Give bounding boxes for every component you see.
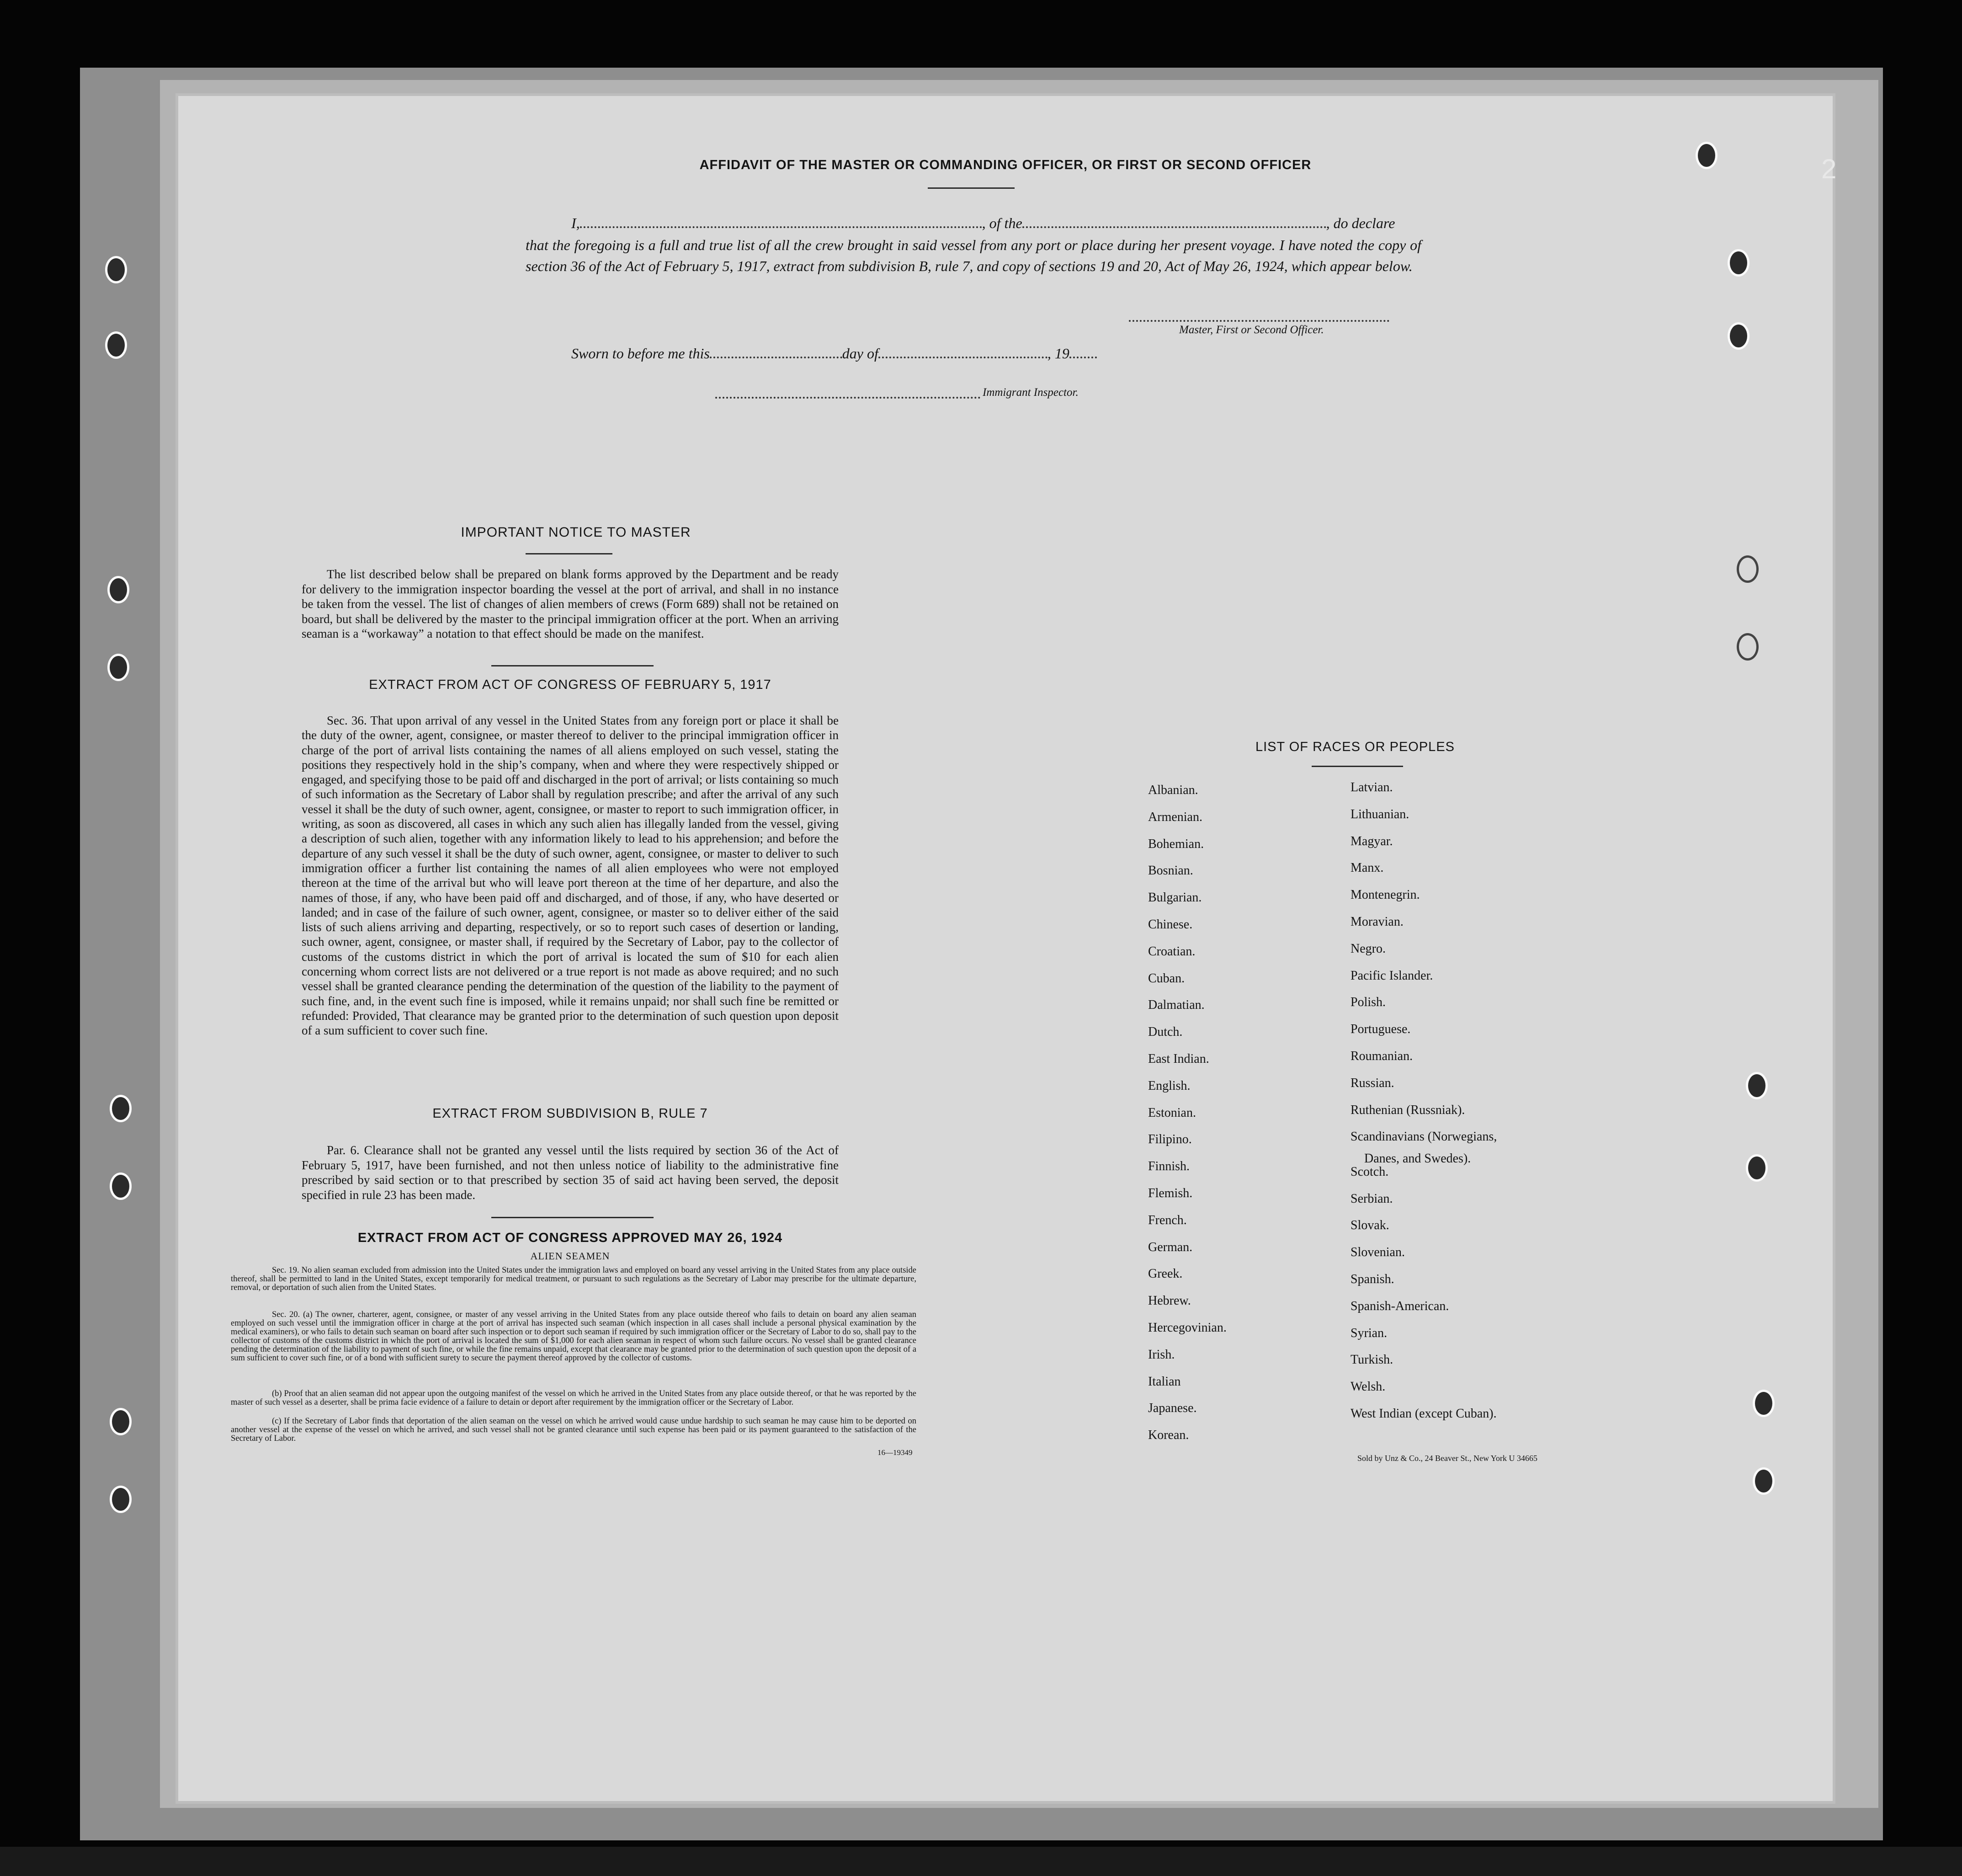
race-item: Polish. [1351,995,1386,1010]
extract-1924-title: EXTRACT FROM ACT OF CONGRESS APPROVED MAY 26, 1924 [357,1231,783,1245]
race-item: West Indian (except Cuban). [1351,1407,1497,1421]
race-item: Filipino. [1148,1132,1192,1147]
sworn-label: Sworn to before me this [571,345,710,362]
punch-hole [1737,555,1759,583]
affidavit-of-the-label: , of the [982,215,1022,231]
sworn-month-blank[interactable] [878,357,1047,358]
punch-hole [105,331,127,359]
affidavit-declaration-line [526,213,1421,234]
inspector-caption: Immigrant Inspector. [983,386,1079,399]
race-item: Roumanian. [1351,1049,1413,1063]
inspector-signature-line[interactable] [715,397,980,399]
race-item: Russian. [1351,1076,1394,1090]
race-item: Turkish. [1351,1353,1393,1367]
race-item: Dalmatian. [1148,998,1205,1013]
punch-hole [107,576,129,603]
punch-hole [110,1486,132,1513]
race-item: Negro. [1351,941,1386,956]
extract-1924-sec20a: Sec. 20. (a) The owner, charterer, agent, consignee, or master of any vessel arriving in the United States from any place outside thereof who fails to detain on board any alien seaman employed on such vessel until the immigration officer in charge at the port of arrival has inspected such seaman (which inspection in all cases shall include a personal physical examination by the medical examiners), or who fails to detain such seaman on board after such inspection or to deport such seaman if required by such immigration officer or the Secretary of Labor to do so, shall pay to the collector of customs of the customs district in which the port of arrival is located the sum of $1,000 for each alien seaman in respect of whom such failure occurs. No vessel shall be granted clearance pending the determination of the liability to payment of such fine, or while the fine remains unpaid, except that clearance may be granted prior to the determination of such question upon the deposit of a sum sufficient to cover such fine, or of a bond with sufficient surety to secure the payment thereof approved by the collector of customs. [231,1310,916,1363]
race-item: Armenian. [1148,810,1202,824]
race-item: Finnish. [1148,1159,1190,1174]
extract-1917-body: Sec. 36. That upon arrival of any vessel in the United States from any foreign port or place it shall be the duty of the owner, agent, consignee, or master thereof to deliver to the principal immigration officer in charge of the port of arrival lists containing the names of all aliens employed on such vessel, stating the positions they respectively hold in the ship’s company, when and where they were respectively shipped or engaged, and specifying those to be paid off and discharged in the port of arrival; or lists containing so much of such information as the Secretary of Labor shall by regulation prescribe; and after the arrival of any such vessel it shall be the duty of such owner, agent, consignee, or master to report to such immigration officer, in writing, as soon as discovered, all cases in which any such alien has illegally landed from the vessel, giving a description of such alien, together with any information likely to lead to his apprehension; and before the departure of any such vessel it shall be the duty of such owner, agent, consignee, or master to deliver to such immigration officer a further list containing the names of all alien employees who were not employed thereon at the time of the arrival but who will leave port thereon at the time of her departure, and also the names of those, if any, who have been paid off and discharged, and of those, if any, who have deserted or landed; and in case of the failure of such owner, agent, consignee, or master so to deliver either of the said lists of such aliens arriving and departing, respectively, or so to report such cases of desertion or landing, such owner, agent, consignee, or master shall, if required by the Secretary of Labor, pay to the collector of customs of the customs district in which the port of arrival is located the sum of $10 for each alien concerning whom correct lists are not delivered or a true report is not made as above required; and no such vessel shall be granted clearance pending the determination of the question of the liability to the payment of such fine, and, in the event such fine is imposed, while it remains unpaid; nor shall such fine be remitted or refunded: Provided, That clearance may be granted prior to the determination of such question upon deposit of a sum sufficient to cover such fine. [302,714,839,1038]
race-item: Hebrew. [1148,1294,1191,1308]
divider [491,665,654,666]
race-item: Greek. [1148,1267,1183,1281]
divider [1312,766,1403,767]
race-item: Korean. [1148,1428,1189,1443]
extract-1924-subtitle: ALIEN SEAMEN [530,1250,610,1262]
race-item: Spanish-American. [1351,1299,1449,1313]
extract-1924-sec20c: (c) If the Secretary of Labor finds that deportation of the alien seaman on the vessel on which he arrived would cause undue hardship to such seaman he may cause him to be deported on another vessel at the expense of the vessel on which he arrived, and such vessel shall not be granted clearance until such expense has been paid or its payment guaranteed to the satisfaction of the Secretary of Labor. [231,1417,916,1443]
race-item: German. [1148,1240,1193,1254]
race-item: Flemish. [1148,1186,1193,1200]
margin-number: 2 [1821,154,1837,184]
affidavit-i-label: I, [571,215,580,231]
punch-hole [107,654,129,681]
race-item: Chinese. [1148,917,1193,932]
race-item: Magyar. [1351,834,1393,848]
race-item: Ruthenian (Russniak). [1351,1103,1465,1117]
printer-imprint: Sold by Unz & Co., 24 Beaver St., New York U 34665 [1357,1454,1537,1463]
races-title: LIST OF RACES OR PEOPLES [1255,740,1455,754]
race-item: Lithuanian. [1351,807,1409,821]
punch-hole [1746,1154,1768,1182]
punch-hole [1728,249,1749,277]
punch-hole [1746,1072,1768,1099]
race-item: Croatian. [1148,944,1196,959]
vessel-blank[interactable] [1022,226,1326,228]
race-item: Welsh. [1351,1380,1386,1394]
race-item: Montenegrin. [1351,888,1420,902]
race-item: Hercegovinian. [1148,1321,1227,1335]
race-item: East Indian. [1148,1052,1209,1066]
divider [526,553,612,554]
scan-bottom-edge [0,1847,1962,1876]
sworn-day-blank[interactable] [710,357,842,358]
race-item: Slovak. [1351,1218,1389,1233]
year-label: , 19 [1047,345,1069,362]
race-item: Bulgarian. [1148,890,1202,905]
punch-hole [110,1408,132,1435]
extract-1924-sec19: Sec. 19. No alien seaman excluded from admission into the United States under the immigration laws and employed on board any vessel arriving in the United States from any place outside thereof, shall be permitted to land in the United States, except temporarily for medical treatment, or pursuant to such regulations as the Secretary of Labor may prescribe for the ultimate departure, removal, or deportation of such alien from the United States. [231,1266,916,1292]
race-item: Portuguese. [1351,1022,1411,1037]
punch-hole [1728,322,1749,350]
notice-body: The list described below shall be prepared on blank forms approved by the Department and be ready for delivery to the immigration inspector boarding the vessel at the port of arrival, and shall in no instance be taken from the vessel. The list of changes of alien members of crews (Form 689) shall not be retained on board, but shall be delivered by the master to the principal immigration officer at the port. When an arriving seaman is a “workaway” a notation to that effect should be made on the manifest. [302,567,839,640]
punch-hole [110,1095,132,1122]
affidavit-body: that the foregoing is a full and true list of all the crew brought in said vessel from any port or place during her present voyage. I have noted the copy of section 36 of the Act of February 5, 1917, extract from subdivision B, rule 7, and copy of sections 19 and 20, Act of May 26, 1924, which appear below. [526,237,1421,274]
divider [491,1217,654,1218]
race-item: Italian [1148,1374,1181,1389]
race-item: Dutch. [1148,1025,1183,1039]
race-item: French. [1148,1213,1187,1227]
race-item: English. [1148,1078,1191,1093]
divider [928,187,1015,189]
race-item: Irish. [1148,1347,1175,1362]
race-item: Latvian. [1351,780,1393,794]
race-item: Danes, and Swedes). [1364,1151,1471,1166]
extract-rule7-body: Par. 6. Clearance shall not be granted any vessel until the lists required by section 36 of the Act of February 5, 1917, have been furnished, and not then unless notice of liability to the administrative fine prescribed by said section or to that prescribed by section 35 of said act having been served, the deposit specified in rule 23 has been made. [302,1143,839,1202]
sworn-line [571,345,1097,362]
punch-hole [105,256,127,283]
form-number: 16—19349 [877,1448,913,1457]
race-item: Spanish. [1351,1272,1394,1287]
race-item: Estonian. [1148,1105,1196,1120]
name-blank[interactable] [580,226,982,228]
race-item: Slovenian. [1351,1245,1405,1260]
race-item: Bohemian. [1148,837,1204,851]
notice-title: IMPORTANT NOTICE TO MASTER [461,525,691,540]
extract-1924-sec20b: (b) Proof that an alien seaman did not appear upon the outgoing manifest of the vessel on which he arrived in the United States from any place outside thereof, or that he was reported by the master of such vessel as a deserter, shall be prima facie evidence of a failure to detain or deport after requirement by the immigration officer or the Secretary of Labor. [231,1389,916,1407]
race-item: Scandinavians (Norwegians, [1351,1130,1497,1144]
signer-caption: Master, First or Second Officer. [1179,324,1324,336]
extract-1917-title: EXTRACT FROM ACT OF CONGRESS OF FEBRUARY 5, 1917 [369,677,771,692]
race-item: Japanese. [1148,1401,1197,1416]
race-item: Moravian. [1351,915,1404,929]
race-item: Bosnian. [1148,863,1193,878]
affidavit-declare-label: , do declare [1326,215,1395,231]
extract-rule7-title: EXTRACT FROM SUBDIVISION B, RULE 7 [432,1106,708,1121]
punch-hole [1696,142,1717,169]
race-item: Syrian. [1351,1326,1388,1340]
punch-hole [1753,1390,1775,1417]
race-item: Serbian. [1351,1191,1393,1206]
day-of-label: day of [842,345,878,362]
affidavit-title: AFFIDAVIT OF THE MASTER OR COMMANDING OFFICER, OR FIRST OR SECOND OFFICER [699,158,1312,172]
punch-hole [110,1172,132,1200]
signature-line[interactable] [1129,320,1389,322]
race-item: Albanian. [1148,783,1198,797]
race-item: Manx. [1351,861,1384,875]
punch-hole [1737,633,1759,661]
sworn-year-blank[interactable] [1069,357,1097,358]
punch-hole [1753,1467,1775,1495]
race-item: Cuban. [1148,971,1185,986]
race-item: Pacific Islander. [1351,968,1433,983]
race-item: Scotch. [1351,1164,1389,1179]
